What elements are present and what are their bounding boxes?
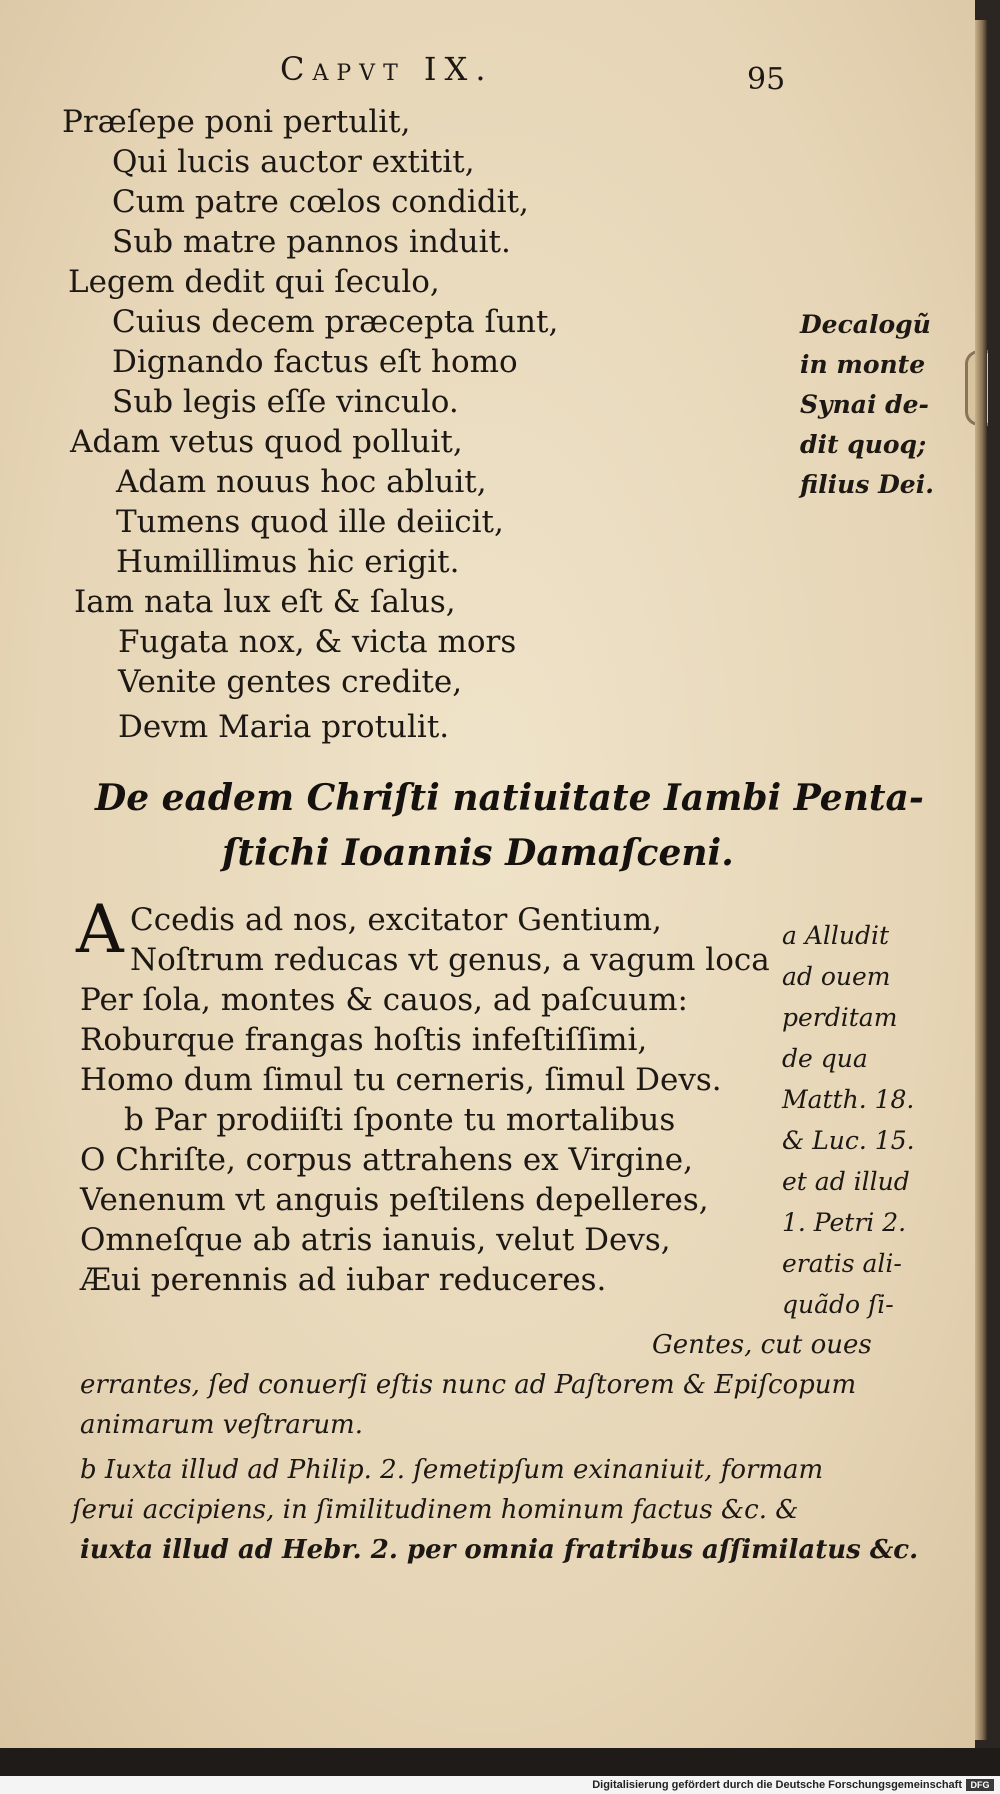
section-heading-line: ſtichi Ioannis Damaſceni. bbox=[222, 832, 734, 874]
drop-cap: A bbox=[76, 891, 124, 968]
footnote-line: Gentes, cut oues bbox=[652, 1330, 872, 1360]
poem-line: Homo dum ſimul tu cerneris, ſimul Devs. bbox=[80, 1062, 722, 1098]
scan-bottom-band bbox=[0, 1748, 1000, 1776]
margin-note-line: quãdo ſi- bbox=[782, 1290, 894, 1319]
poem-line: Omneſque ab atris ianuis, velut Devs, bbox=[80, 1222, 671, 1258]
running-head: Capvt IX. bbox=[280, 50, 494, 88]
margin-note-line: Matth. 18. bbox=[782, 1085, 915, 1114]
page-number: 95 bbox=[747, 62, 786, 97]
hymn-line: Fugata nox, & victa mors bbox=[118, 624, 517, 660]
footnote-line: errantes, ſed conuerſi eſtis nunc ad Paſtorem & Epiſcopum bbox=[80, 1370, 857, 1400]
margin-note-line: Decalogũ bbox=[800, 310, 931, 339]
hymn-line: Venite gentes credite, bbox=[118, 664, 463, 700]
hymn-line: Cuius decem præcepta ſunt, bbox=[112, 304, 559, 340]
margin-note-line: perditam bbox=[782, 1003, 898, 1032]
hymn-line: Adam nouus hoc abluit, bbox=[116, 464, 487, 500]
margin-note-line: a Alludit bbox=[782, 921, 890, 950]
hymn-line: Adam vetus quod polluit, bbox=[70, 424, 463, 460]
footnote-line: iuxta illud ad Hebr. 2. per omnia fratribus aſſimilatus &c. bbox=[80, 1535, 919, 1565]
poem-line: Venenum vt anguis peſtilens depelleres, bbox=[80, 1182, 709, 1218]
margin-note-decalogue bbox=[800, 305, 950, 505]
footnote-line: b Iuxta illud ad Philip. 2. ſemetipſum exinaniuit, formam bbox=[80, 1455, 824, 1485]
hymn-line: Dignando factus eſt homo bbox=[112, 344, 518, 380]
poem-line: Noſtrum reducas vt genus, a vagum loca bbox=[130, 942, 770, 978]
poem-line: Ccedis ad nos, excitator Gentium, bbox=[130, 902, 662, 938]
poem-line: Per ſola, montes & cauos, ad paſcuum: bbox=[80, 982, 688, 1018]
margin-note-line: et ad illud bbox=[782, 1167, 910, 1196]
footnote-line: animarum veſtrarum. bbox=[80, 1410, 363, 1440]
poem-line: O Chriſte, corpus attrahens ex Virgine, bbox=[80, 1142, 694, 1178]
footnote-line: ſerui accipiens, in ſimilitudinem hominum factus &c. & bbox=[72, 1495, 799, 1525]
poem-line: Roburque frangas hoſtis infeſtiſſimi, bbox=[80, 1022, 648, 1058]
hymn-line: Sub matre pannos induit. bbox=[112, 224, 511, 260]
section-heading-line: De eadem Chriſti natiuitate Iambi Penta- bbox=[95, 777, 924, 819]
digitization-credit-bar bbox=[0, 1776, 1000, 1794]
margin-note-line: in monte bbox=[800, 350, 926, 379]
hymn-line: Tumens quod ille deiicit, bbox=[116, 504, 504, 540]
poem-line: b Par prodiiſti ſponte tu mortalibus bbox=[124, 1102, 676, 1138]
hymn-line: Iam nata lux eſt & ſalus, bbox=[74, 584, 456, 620]
margin-note-line: eratis ali- bbox=[782, 1249, 902, 1278]
hymn-line: Præſepe poni pertulit, bbox=[62, 104, 411, 140]
margin-note-line: filius Dei. bbox=[800, 470, 934, 499]
hymn-line: Qui lucis auctor extitit, bbox=[112, 144, 475, 180]
margin-note-line: Synai de- bbox=[800, 390, 929, 419]
margin-note-lost-sheep bbox=[782, 915, 942, 1325]
dfg-logo: DFG bbox=[966, 1779, 994, 1791]
hymn-line: Sub legis eſſe vinculo. bbox=[112, 384, 459, 420]
margin-note-line: 1. Petri 2. bbox=[782, 1208, 907, 1237]
page-edge bbox=[975, 20, 987, 1740]
margin-note-line: de qua bbox=[782, 1044, 868, 1073]
margin-note-line: & Luc. 15. bbox=[782, 1126, 915, 1155]
digitization-credit: Digitalisierung gefördert durch die Deutsche Forschungsgemeinschaft bbox=[592, 1779, 962, 1791]
margin-note-line: ad ouem bbox=[782, 962, 891, 991]
margin-note-line: dit quoq; bbox=[800, 430, 927, 459]
hymn-line: Cum patre cœlos condidit, bbox=[112, 184, 529, 220]
poem-line: Æui perennis ad iubar reduceres. bbox=[80, 1262, 607, 1298]
hymn-line: Humillimus hic erigit. bbox=[116, 544, 460, 580]
hymn-line: Devm Maria protulit. bbox=[118, 709, 450, 745]
hymn-line: Legem dedit qui ſeculo, bbox=[68, 264, 440, 300]
